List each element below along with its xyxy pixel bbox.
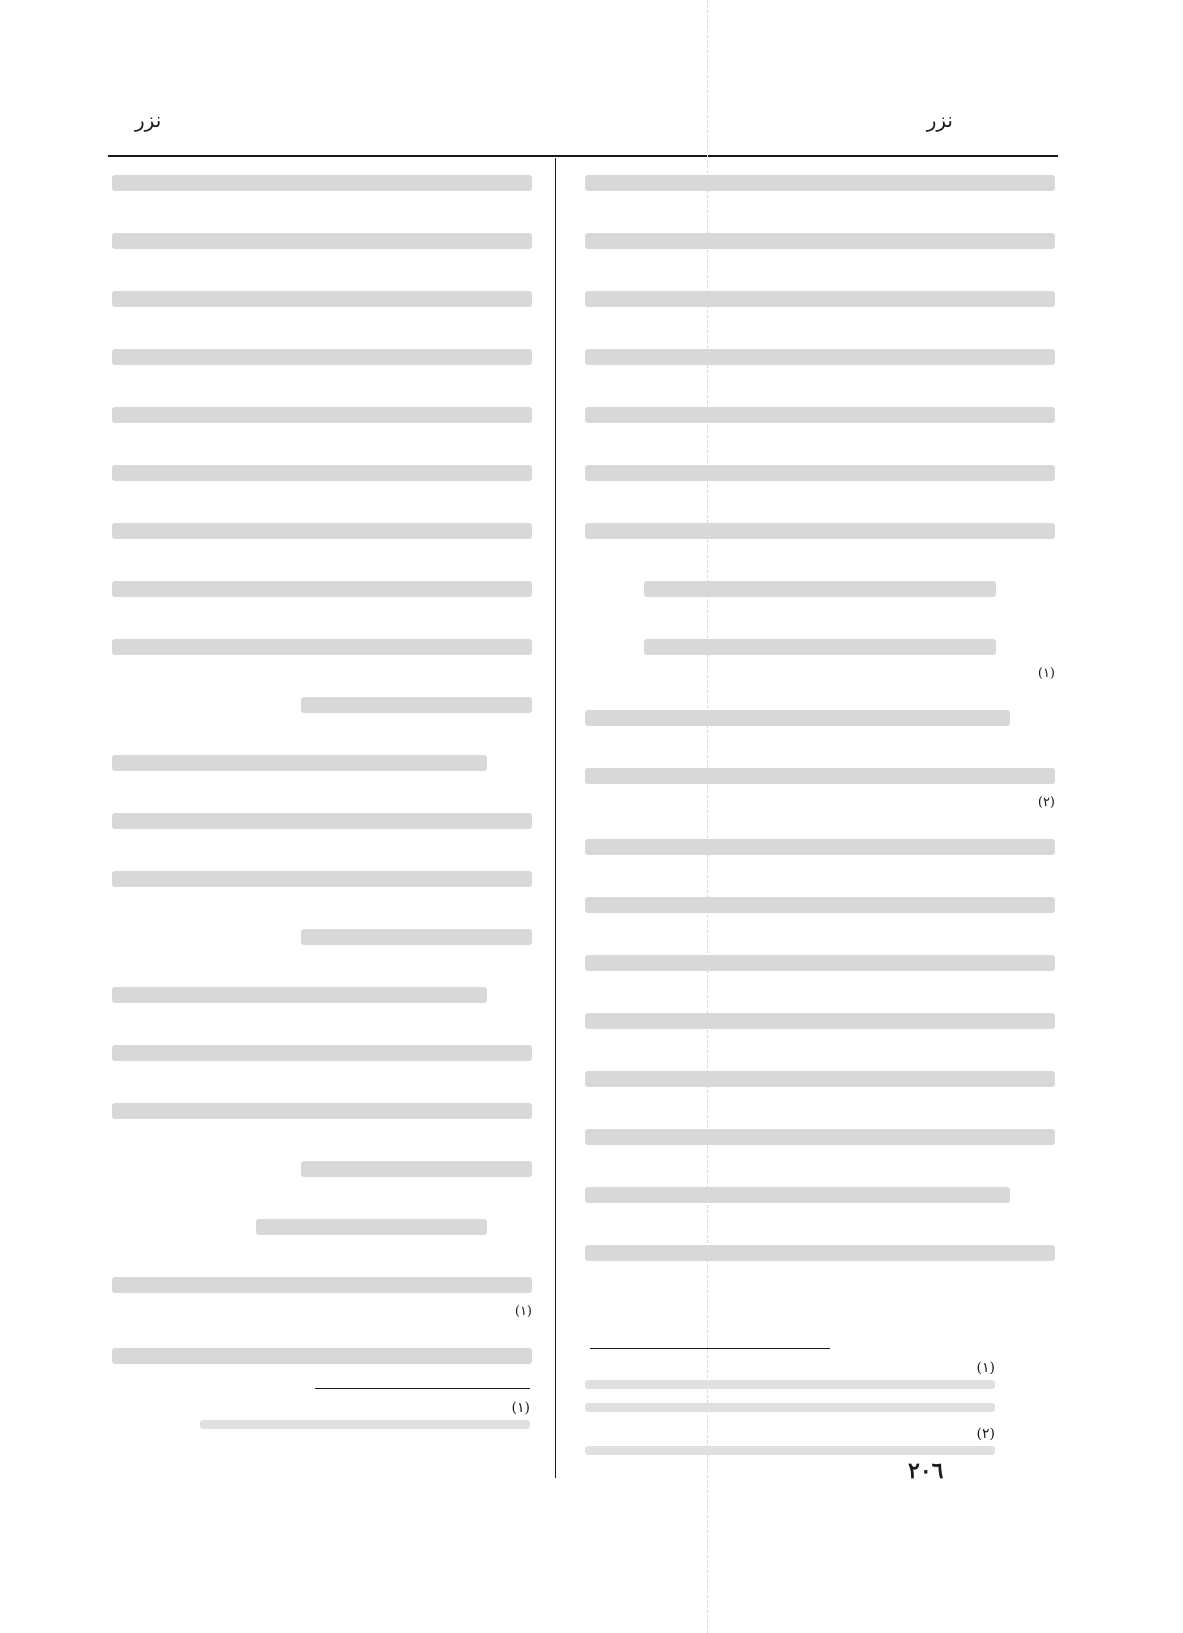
text-line bbox=[112, 755, 487, 771]
text-line bbox=[112, 1348, 532, 1364]
footnote-line bbox=[585, 1403, 995, 1412]
text-line bbox=[585, 291, 1055, 307]
footnote-marker: (١) bbox=[1037, 666, 1055, 681]
text-line bbox=[112, 1277, 532, 1293]
text-line bbox=[585, 523, 1055, 539]
running-head-right: نزر bbox=[926, 108, 953, 132]
text-line bbox=[585, 1245, 1055, 1261]
text-line bbox=[112, 581, 532, 597]
text-line bbox=[112, 465, 532, 481]
footnote-label: (٢) bbox=[976, 1426, 995, 1442]
footnote-line bbox=[585, 1446, 995, 1455]
text-line bbox=[112, 233, 532, 249]
text-line bbox=[112, 813, 532, 829]
text-line bbox=[585, 1071, 1055, 1087]
verse-line bbox=[644, 639, 997, 655]
footnote-marker: (١) bbox=[514, 1304, 532, 1319]
text-line bbox=[585, 175, 1055, 191]
text-line bbox=[585, 768, 1055, 784]
text-line bbox=[256, 1219, 487, 1235]
text-line bbox=[585, 1187, 1010, 1203]
footnotes-left bbox=[200, 1400, 530, 1443]
text-line bbox=[112, 1045, 532, 1061]
footnote-rule-left bbox=[315, 1388, 530, 1389]
text-line bbox=[585, 407, 1055, 423]
text-line bbox=[585, 839, 1055, 855]
verse-line bbox=[644, 581, 997, 597]
text-line bbox=[585, 710, 1010, 726]
footnote-label: (١) bbox=[976, 1360, 995, 1376]
footnote-marker: (٢) bbox=[1037, 795, 1055, 810]
text-line bbox=[112, 987, 487, 1003]
text-line bbox=[112, 407, 532, 423]
text-line bbox=[585, 465, 1055, 481]
text-line bbox=[585, 955, 1055, 971]
text-line bbox=[301, 929, 532, 945]
text-line bbox=[112, 175, 532, 191]
footnote-label: (١) bbox=[511, 1400, 530, 1416]
text-line bbox=[585, 897, 1055, 913]
text-line bbox=[112, 871, 532, 887]
text-line bbox=[585, 1013, 1055, 1029]
text-line bbox=[585, 233, 1055, 249]
page-number: ٢٠٦ bbox=[908, 1458, 944, 1484]
text-line bbox=[112, 349, 532, 365]
text-line bbox=[112, 1103, 532, 1119]
text-line bbox=[112, 639, 532, 655]
text-line bbox=[112, 523, 532, 539]
text-line bbox=[112, 291, 532, 307]
left-column bbox=[112, 175, 532, 1406]
running-head-left: نزر bbox=[135, 108, 162, 132]
footnote-line bbox=[585, 1380, 995, 1389]
text-line bbox=[585, 349, 1055, 365]
footnote-line bbox=[200, 1420, 530, 1429]
header-rule bbox=[108, 155, 1058, 157]
right-column bbox=[585, 175, 1055, 1303]
text-line bbox=[301, 1161, 532, 1177]
column-divider bbox=[555, 158, 556, 1478]
footnotes-right bbox=[585, 1360, 995, 1469]
footnote-rule-right bbox=[590, 1348, 830, 1349]
text-line bbox=[301, 697, 532, 713]
text-line bbox=[585, 1129, 1055, 1145]
